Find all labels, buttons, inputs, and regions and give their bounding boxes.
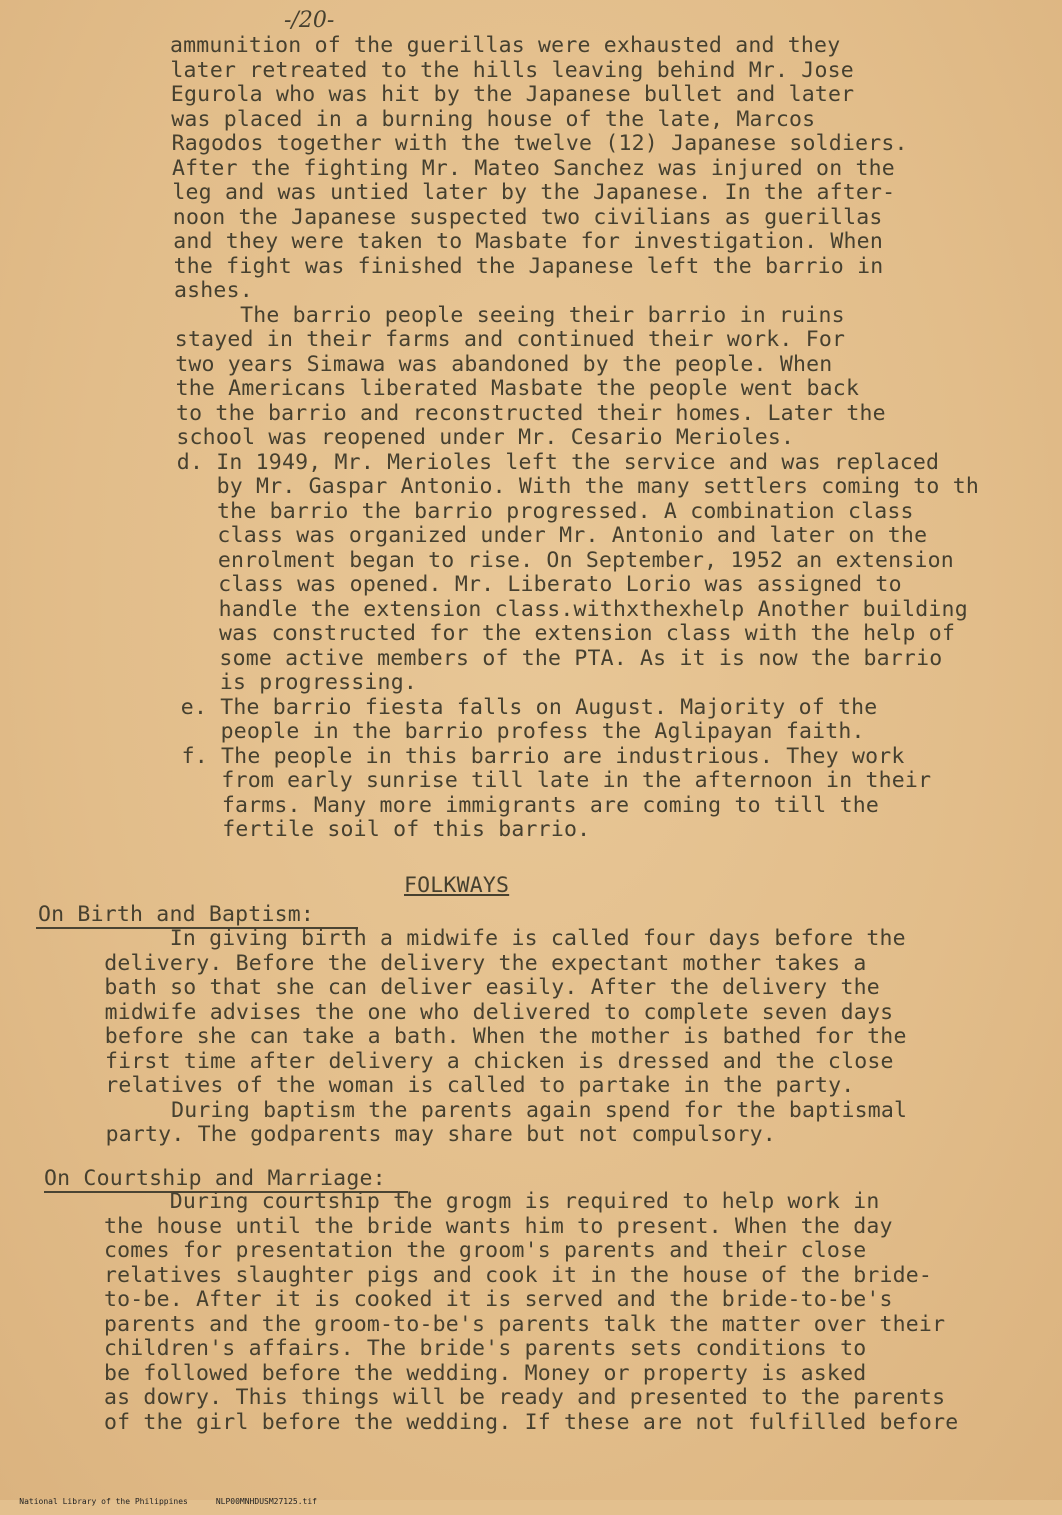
body-line: d. In 1949, Mr. Merioles left the service and was replaced	[176, 449, 940, 475]
courtship-line: to-be. After it is cooked it is served and the bride-to-be's	[104, 1287, 893, 1312]
footer-library: National Library of the Philippines	[19, 1497, 188, 1506]
birth-line: before she can take a bath. When the mother is bathed for the	[104, 1024, 907, 1049]
folkways-title: FOLKWAYS	[404, 873, 510, 898]
birth-line: delivery. Before the delivery the expectant mother takes a	[104, 950, 867, 976]
body-line: leg and was untied later by the Japanese. In the after-	[172, 180, 896, 205]
birth-line: During baptism the parents again spend for the baptismal	[105, 1097, 908, 1123]
body-line: some active members of the PTA. As it is now the barrio	[180, 645, 943, 671]
body-line: Ragodos together with the twelve (12) Japanese soldiers.	[171, 131, 908, 156]
body-line: was placed in a burning house of the late, Marcos	[171, 106, 816, 132]
body-line: fertile soil of this barrio.	[182, 817, 591, 842]
birth-line: midwife advises the one who delivered to complete seven days	[104, 999, 894, 1025]
birth-line: In giving birth a midwife is called four days before the	[104, 926, 906, 951]
courtship-line: comes for presentation the groom's parents and their close	[104, 1238, 867, 1263]
body-line: the Americans liberated Masbate the people went back	[175, 376, 860, 401]
courtship-line: of the girl before the wedding. If these are not fulfilled before	[104, 1409, 959, 1435]
body-line: later retreated to the hills leaving behind Mr. Jose	[170, 57, 854, 83]
body-line: school was reopened under Mr. Cesario Merioles.	[176, 425, 795, 450]
body-line: by Mr. Gaspar Antonio. With the many settlers coming to th	[177, 474, 979, 499]
courtship-line: During courtship the grogm is required to help work in	[104, 1189, 880, 1214]
courtship-line: the house until the bride wants him to present. When the day	[104, 1213, 893, 1239]
courtship-line: children's affairs. The bride's parents sets conditions to	[104, 1336, 867, 1361]
body-line: from early sunrise till late in the afternoon in their	[182, 768, 932, 793]
birth-heading: On Birth and Baptism:	[38, 902, 315, 927]
body-line: class was organized under Mr. Antonio and later on the	[178, 523, 928, 548]
body-line: farms. Many more immigrants are coming to till the	[182, 792, 880, 818]
body-line: The barrio people seeing their barrio in ruins	[174, 302, 845, 328]
body-line: the barrio the barrio progressed. A combination class	[177, 498, 914, 524]
page-number: -/20-	[284, 8, 335, 33]
birth-line: relatives of the woman is called to partake in the party.	[105, 1073, 855, 1098]
body-line: is progressing.	[180, 670, 417, 695]
body-line: the fight was finished the Japanese left the barrio in	[173, 253, 884, 279]
body-line: people in the barrio profess the Aglipayan faith.	[181, 719, 865, 744]
body-line: enrolment began to rise. On September, 1952 an extension	[178, 547, 954, 573]
birth-line: party. The godparents may share but not compulsory.	[105, 1122, 776, 1147]
body-line: e. The barrio fiesta falls on August. Majority of the	[180, 694, 878, 720]
footer-file: NLP00MNHDUSM27125.tif	[215, 1497, 317, 1506]
body-line: class was opened. Mr. Liberato Lorio was assigned to	[178, 572, 902, 597]
body-line: was constructed for the extension class with the help of	[179, 621, 956, 646]
body-line: ammunition of the guerillas were exhausted and they	[170, 33, 841, 58]
body-line: handle the extension class.withxthexhelp Another building	[179, 596, 968, 622]
body-line: f. The people in this barrio are industrious. They work	[181, 743, 905, 769]
body-line: and they were taken to Masbate for investigation. When	[173, 229, 883, 254]
courtship-line: as dowry. This things will be ready and presented to the parents	[104, 1385, 946, 1410]
body-line: stayed in their farms and continued their work. For	[174, 327, 846, 352]
body-line: two years Simawa was abandoned by the people. When	[175, 351, 833, 377]
body-line: to the barrio and reconstructed their homes. Later the	[176, 400, 886, 426]
body-line: ashes.	[174, 278, 253, 303]
courtship-heading: On Courtship and Marriage:	[44, 1166, 386, 1191]
body-line: Egurola who was hit by the Japanese bullet and later	[170, 82, 855, 107]
body-line: noon the Japanese suspected two civilians as guerillas	[172, 204, 883, 230]
birth-line: first time after delivery a chicken is dressed and the close	[105, 1048, 894, 1074]
courtship-line: relatives slaughter pigs and cook it in the house of the bride-	[104, 1262, 933, 1288]
scan-footer	[0, 1488, 345, 1515]
courtship-line: be followed before the wedding. Money or property is asked	[104, 1360, 867, 1386]
body-line: After the fighting Mr. Mateo Sanchez was injured on the	[172, 155, 895, 181]
birth-line: bath so that she can deliver easily. After the delivery the	[104, 975, 880, 1000]
courtship-line: parents and the groom-to-be's parents talk the matter over their	[104, 1311, 946, 1337]
